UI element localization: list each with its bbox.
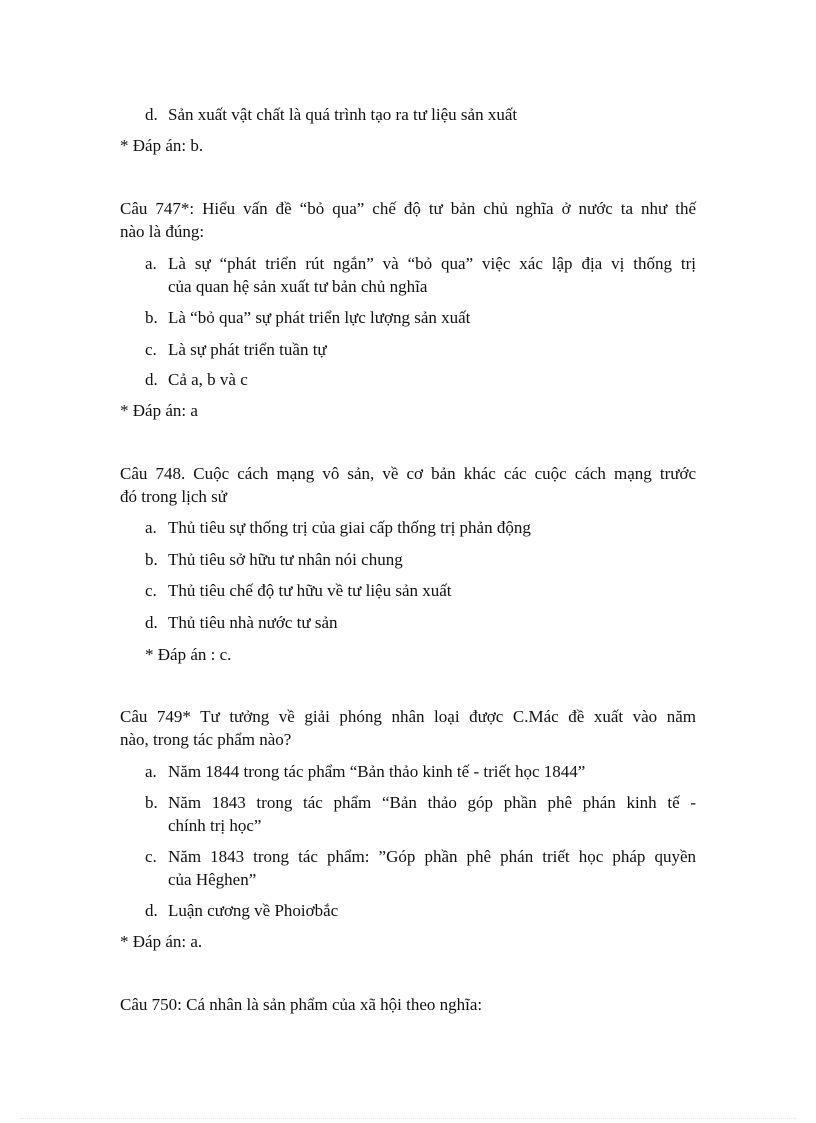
option-text: Thủ tiêu nhà nước tư sản [168,613,338,632]
option-letter: b. [145,793,158,812]
option-letter: d. [145,370,158,389]
option-text: Thủ tiêu chế độ tư hữu về tư liệu sản xuất [168,581,452,600]
option-letter: a. [145,518,157,537]
question-748-line2: đó trong lịch sử [120,487,227,506]
option-text: Sản xuất vật chất là quá trình tạo ra tư liệu sản xuất [168,105,518,124]
option-text: Năm 1843 trong tác phẩm “Bản thảo góp phần phê phán kinh tế - [168,793,696,812]
option-text: Thủ tiêu sở hữu tư nhân nói chung [168,550,403,569]
option-text-cont: của Hêghen” [168,870,257,889]
option-text: Là “bỏ qua” sự phát triển lực lượng sản xuất [168,308,471,327]
option-letter: a. [145,762,157,781]
answer-line: * Đáp án : c. [145,645,232,664]
question-747-line1: Câu 747*: Hiểu vấn đề “bỏ qua” chế độ tư bản chủ nghĩa ở nước ta như thế [120,199,696,218]
option-text: Luận cương về Phoiơbắc [168,901,339,920]
question-748-line1: Câu 748. Cuộc cách mạng vô sản, về cơ bản khác các cuộc cách mạng trước [120,464,696,483]
option-text: Cả a, b và c [168,370,248,389]
option-text: Là sự phát triển tuần tự [168,340,327,359]
option-letter: d. [145,901,158,920]
answer-line: * Đáp án: b. [120,136,204,155]
option-text: Năm 1844 trong tác phẩm “Bản thảo kinh tế - triết học 1844” [168,762,586,781]
option-letter: a. [145,254,157,273]
option-letter: d. [145,613,158,632]
option-letter: b. [145,550,158,569]
option-letter: d. [145,105,158,124]
option-letter: c. [145,847,157,866]
option-text: Năm 1843 trong tác phẩm: ”Góp phần phê phán triết học pháp quyền [168,847,696,866]
option-letter: c. [145,340,157,359]
page-bottom-divider [20,1118,796,1119]
option-letter: b. [145,308,158,327]
option-text-cont: của quan hệ sản xuất tư bản chủ nghĩa [168,277,428,296]
question-749-line1: Câu 749* Tư tưởng về giải phóng nhân loại được C.Mác đề xuất vào năm [120,707,696,726]
question-749-line2: nào, trong tác phẩm nào? [120,730,292,749]
option-text-cont: chính trị học” [168,816,262,835]
option-letter: c. [145,581,157,600]
answer-line: * Đáp án: a [120,401,198,420]
question-750-line1: Câu 750: Cá nhân là sản phẩm của xã hội theo nghĩa: [120,995,483,1014]
question-747-line2: nào là đúng: [120,222,205,241]
option-text: Thủ tiêu sự thống trị của giai cấp thống trị phản động [168,518,531,537]
option-text: Là sự “phát triển rút ngắn” và “bỏ qua” việc xác lập địa vị thống trị [168,254,696,273]
answer-line: * Đáp án: a. [120,932,203,951]
